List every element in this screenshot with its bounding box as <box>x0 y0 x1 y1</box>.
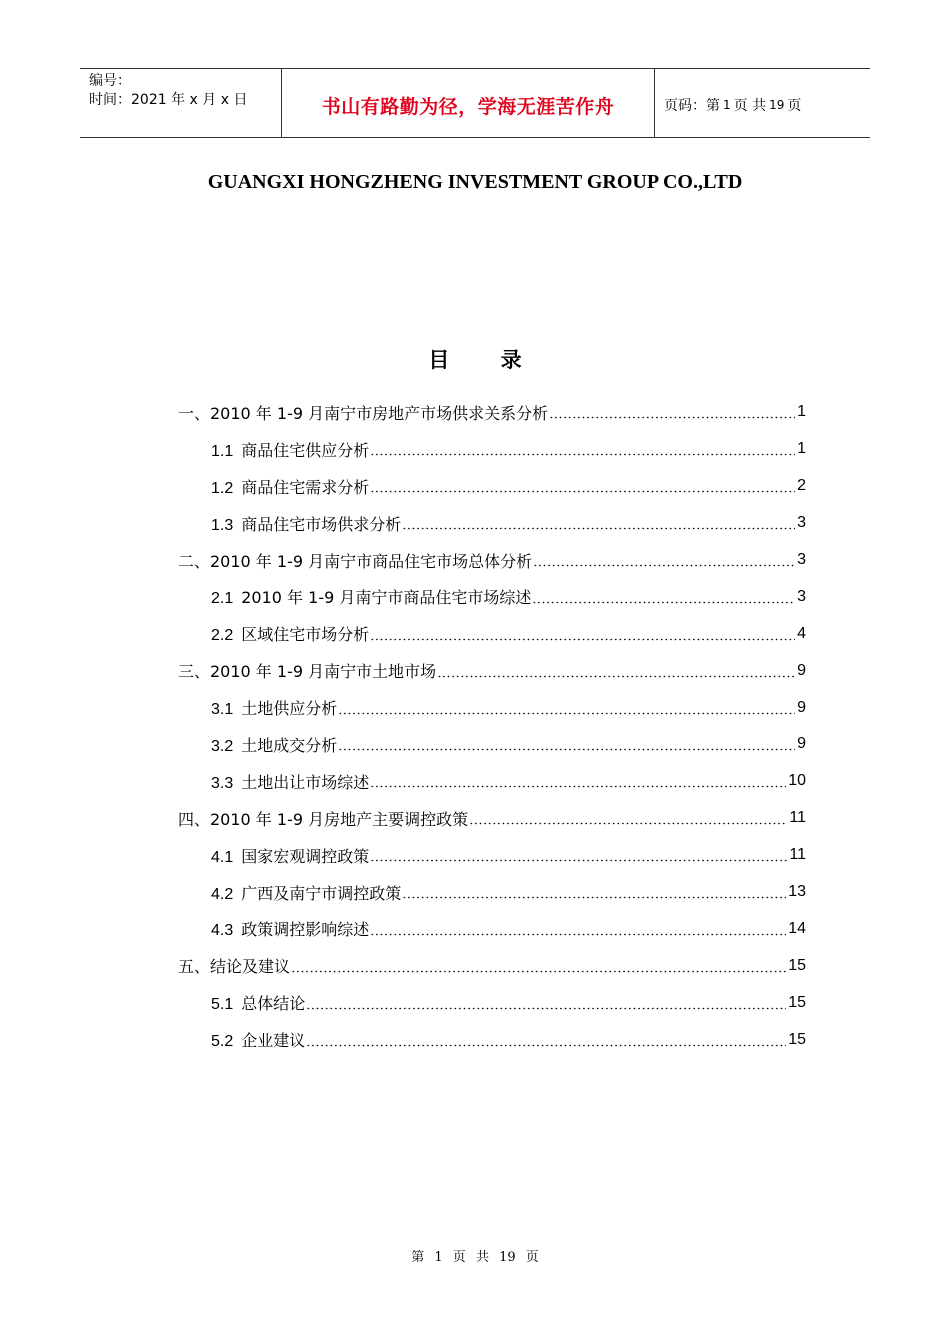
toc-dot-leader <box>370 478 795 494</box>
toc-dot-leader <box>338 736 795 752</box>
toc-dot-leader <box>370 773 786 789</box>
toc-entry-page: 10 <box>788 772 806 790</box>
header-page-info <box>655 69 870 137</box>
toc-entry-page: 13 <box>788 883 806 901</box>
toc-entry[interactable] <box>178 505 806 542</box>
toc-entry[interactable] <box>178 1021 806 1058</box>
toc-entry-label <box>211 991 305 1014</box>
toc-entry-number: 3.3 <box>211 774 234 792</box>
toc-entry-label <box>178 401 548 424</box>
toc-entry-page: 14 <box>788 919 806 937</box>
footer-d: 页 <box>525 1250 539 1265</box>
toc-entry-page: 3 <box>797 587 806 605</box>
toc-entry-number: 3.2 <box>211 737 234 755</box>
toc-dot-leader <box>437 663 795 679</box>
date-label: 时间：2021 年 x 月 x 日 <box>89 92 248 108</box>
toc-entry-text: 政策调控影响综述 <box>241 920 370 940</box>
toc-entry-number: 1.2 <box>211 479 234 497</box>
table-of-contents <box>178 394 806 1058</box>
toc-entry-page: 15 <box>788 993 806 1011</box>
toc-entry-label <box>211 512 401 535</box>
toc-entry[interactable] <box>178 947 806 984</box>
toc-dot-leader <box>533 552 795 568</box>
toc-entry-page: 11 <box>789 809 806 827</box>
toc-entry-page: 2 <box>797 477 806 495</box>
toc-entry-label <box>211 585 531 608</box>
toc-dot-leader <box>402 884 786 900</box>
toc-entry-text: 四、2010 年 1-9 月房地产主要调控政策 <box>178 809 469 829</box>
footer-b: 页 <box>452 1250 466 1265</box>
toc-dot-leader <box>338 700 795 716</box>
page-total: 19 <box>769 98 785 112</box>
toc-entry-text: 土地供应分析 <box>241 699 338 719</box>
toc-dot-leader <box>306 995 786 1011</box>
toc-entry[interactable] <box>178 652 806 689</box>
toc-entry-page: 11 <box>789 846 806 864</box>
toc-entry-text: 二、2010 年 1-9 月南宁市商品住宅市场总体分析 <box>178 551 533 571</box>
toc-entry-text: 商品住宅需求分析 <box>241 477 370 497</box>
toc-entry-label <box>178 807 468 830</box>
toc-entry-page: 3 <box>797 551 806 568</box>
toc-dot-leader <box>402 515 795 531</box>
page-label-b: 页 共 <box>733 98 767 114</box>
toc-entry-number: 1.3 <box>211 516 234 534</box>
toc-entry-page: 9 <box>797 735 806 753</box>
toc-dot-leader <box>291 958 786 974</box>
toc-entry-text: 商品住宅供应分析 <box>241 440 370 460</box>
toc-entry-label <box>178 659 436 682</box>
toc-entry-page: 9 <box>797 661 806 679</box>
toc-entry-text: 五、结论及建议 <box>178 957 291 977</box>
toc-entry[interactable] <box>178 542 806 579</box>
toc-entry[interactable] <box>178 726 806 763</box>
toc-dot-leader <box>370 847 787 863</box>
toc-entry-page: 3 <box>797 514 806 532</box>
header-motto-cell <box>282 69 655 137</box>
toc-entry-text: 广西及南宁市调控政策 <box>241 883 402 903</box>
toc-entry-label <box>211 770 369 793</box>
toc-entry[interactable] <box>178 431 806 468</box>
header-meta <box>80 69 282 137</box>
toc-entry[interactable] <box>178 689 806 726</box>
footer-total: 19 <box>499 1250 516 1265</box>
toc-entry-page: 9 <box>797 698 806 716</box>
toc-entry-page: 15 <box>788 956 806 974</box>
toc-title <box>0 344 950 374</box>
toc-entry[interactable] <box>178 874 806 911</box>
toc-entry[interactable] <box>178 984 806 1021</box>
toc-dot-leader <box>306 1032 786 1048</box>
toc-entry[interactable] <box>178 394 806 431</box>
toc-entry-label <box>211 844 369 867</box>
toc-entry-number: 2.2 <box>211 627 234 645</box>
toc-entry[interactable] <box>178 615 806 652</box>
page-footer <box>0 1246 950 1265</box>
toc-entry[interactable] <box>178 800 806 837</box>
toc-entry-label <box>211 475 369 498</box>
toc-entry-number: 1.1 <box>211 442 234 460</box>
header-motto: 书山有路勤为径，学海无涯苦作舟 <box>321 95 615 118</box>
toc-entry[interactable] <box>178 763 806 800</box>
toc-entry-label <box>211 438 369 461</box>
toc-entry-page: 1 <box>797 440 806 458</box>
toc-entry-text: 总体结论 <box>241 994 306 1014</box>
toc-entry-text: 商品住宅市场供求分析 <box>241 514 402 534</box>
toc-entry-number: 5.1 <box>211 996 234 1014</box>
toc-entry-number: 4.3 <box>211 922 234 940</box>
toc-dot-leader <box>469 810 787 826</box>
toc-title-char-2: 录 <box>500 347 522 372</box>
toc-entry[interactable] <box>178 910 806 947</box>
toc-dot-leader <box>370 626 795 642</box>
toc-entry-label <box>211 696 337 719</box>
toc-entry-label <box>211 881 401 904</box>
page-header <box>80 68 870 138</box>
footer-current: 1 <box>434 1250 443 1265</box>
toc-entry-text: 区域住宅市场分析 <box>241 625 370 645</box>
toc-entry-text: 土地出让市场综述 <box>241 772 370 792</box>
toc-entry[interactable] <box>178 468 806 505</box>
toc-dot-leader <box>549 404 795 420</box>
toc-entry-number: 2.1 <box>211 590 234 608</box>
toc-entry-page: 15 <box>788 1030 806 1048</box>
toc-entry-text: 国家宏观调控政策 <box>241 846 370 866</box>
toc-entry-text: 企业建议 <box>241 1031 306 1051</box>
company-name: GUANGXI HONGZHENG INVESTMENT GROUP CO.,LTD <box>207 171 743 193</box>
toc-entry-page: 1 <box>797 403 806 421</box>
toc-entry-number: 5.2 <box>211 1033 234 1051</box>
page-current: 1 <box>723 98 731 112</box>
toc-entry-number: 4.1 <box>211 848 234 866</box>
toc-entry-label <box>211 733 337 756</box>
code-label: 编号： <box>89 73 131 89</box>
page-label-a: 页码：第 <box>664 98 720 114</box>
toc-entry[interactable] <box>178 578 806 615</box>
toc-entry-text: 土地成交分析 <box>241 735 338 755</box>
toc-dot-leader <box>370 921 786 937</box>
toc-entry-label <box>211 917 369 940</box>
toc-entry-label <box>178 549 532 572</box>
toc-entry-number: 4.2 <box>211 885 234 903</box>
toc-title-char-1: 目 <box>428 347 450 372</box>
toc-entry-label <box>178 954 290 977</box>
footer-a: 第 <box>411 1250 425 1265</box>
toc-entry-label <box>211 622 369 645</box>
toc-entry-number: 3.1 <box>211 701 234 719</box>
page-label-c: 页 <box>787 98 802 114</box>
toc-entry-text: 三、2010 年 1-9 月南宁市土地市场 <box>178 662 437 682</box>
toc-entry[interactable] <box>178 837 806 874</box>
toc-entry-page: 4 <box>797 624 806 642</box>
toc-entry-text: 一、2010 年 1-9 月南宁市房地产市场供求关系分析 <box>178 403 549 423</box>
toc-dot-leader <box>532 589 795 605</box>
toc-entry-label <box>211 1028 305 1051</box>
footer-c: 共 <box>475 1250 489 1265</box>
toc-entry-text: 2010 年 1-9 月南宁市商品住宅市场综述 <box>241 588 532 608</box>
toc-dot-leader <box>370 441 795 457</box>
